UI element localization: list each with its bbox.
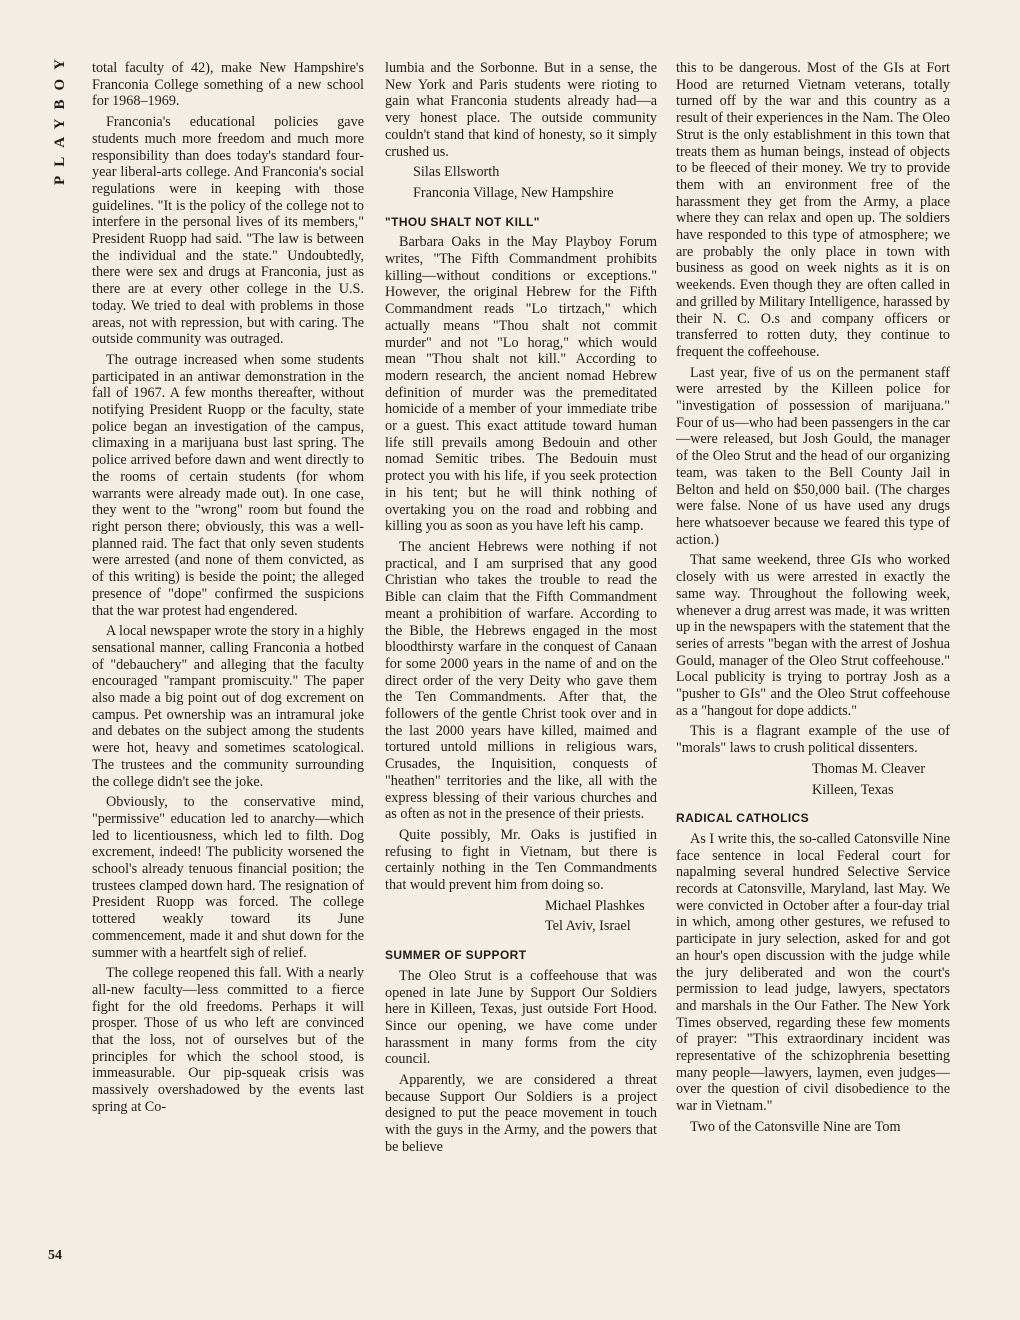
letter-signature-place: Tel Aviv, Israel [545,918,631,935]
paragraph: This is a flagrant example of the use of "morals" laws to crush political dissenters. [676,723,950,757]
paragraph: As I write this, the so-called Catonsville Nine face sentence in local Federal court for napalming several hundred Selective Service records at Catonsville, Maryland, last May. We were convicted in October after a four-day trial in which, among other gestures, we refused to participate in jury selection, asked for and got an hour's open discussion with the judge while the jury deliberated and won the court's permission to lead judge, lawyers, spectators and marshals in the Our Father. The New York Times observed, regarding these few moments of prayer: "This extraordinary incident was representative of the schizophrenia besetting many people—lawyers, laymen, even judges—over the question of civil disobedience to the war in Vietnam." [676,830,950,1115]
paragraph: Apparently, we are considered a threat because Support Our Soldiers is a project designed to put the peace movement in touch with the guys in the Army, and the powers that be believe [385,1072,657,1155]
paragraph: Quite possibly, Mr. Oaks is justified in refusing to fight in Vietnam, but there is certainly nothing in the Ten Commandments that would prevent him from doing so. [385,826,657,894]
paragraph: A local newspaper wrote the story in a highly sensational manner, calling Franconia a hotbed of "debauchery" and alleging that the faculty encouraged "rampant promiscuity." The paper also made a big point out of dog excrement on campus. Pet ownership was an intramural joke and debates on the subject among the students were hot, heavy and sometimes scatological. The trustees and the community surrounding the college didn't see the joke. [92,623,364,790]
paragraph: Obviously, to the conservative mind, "permissive" education led to anarchy—which led to licentiousness, which led to filth. Dog excrement, indeed! The publicity worsened the school's already tenuous financial position; the trustees clamped down hard. The resignation of President Ruopp was forced. The college tottered weakly toward its June commencement, made it and shut down for the summer with a heartfelt sigh of relief. [92,794,364,961]
paragraph: Two of the Catonsville Nine are Tom [690,1118,901,1135]
masthead-playboy: PLAYBOY [52,50,68,185]
column-3 [676,60,950,1136]
paragraph: Franconia's educational policies gave students much more freedom and much more responsibility than does today's standard four-year liberal-arts college. And Franconia's social regulations were in keeping with those guidelines. "It is the policy of the college not to interfere in the personal lives of its members," President Ruopp had said. "The law is between the individual and the state." Undoubtedly, there were sex and drugs at Franconia, just as there are at every other college in the U.S. today. We tried to deal with problems in those areas, not with repression, but with caring. The outside community was outraged. [92,114,364,348]
letter-signature-name: Thomas M. Cleaver [812,760,926,777]
paragraph: lumbia and the Sorbonne. But in a sense, the New York and Paris students were rioting to gain what Franconia students already had—a very honest place. The outside community couldn't stand that kind of honesty, so it simply crushed us. [385,60,657,160]
letter-signature-place: Killeen, Texas [812,781,894,798]
paragraph: this to be dangerous. Most of the GIs at Fort Hood are returned Vietnam veterans, totally turned off by the war and this country as a result of their experiences in the Nam. The Oleo Strut is the only establishment in this town that treats them as human beings, instead of objects to be fleeced of their money. We try to provide them with an environment free of the harassment they get from the Army, a place where they can relax and open up. The soldiers have responded to this type of atmosphere; we are probably the only place in town with business as good on week nights as it is on weekends. Even though they are often called in and grilled by Military Intelligence, harassed by their N. C. O.s and company officers or transferred to rotten duty, they continue to frequent the coffeehouse. [676,60,950,360]
section-heading: RADICAL CATHOLICS [676,811,810,826]
paragraph: The outrage increased when some students participated in an antiwar demonstration in the fall of 1967. A few months thereafter, without notifying President Ruopp or the faculty, state police began an investigation of the campus, climaxing in a marijuana bust last spring. The police arrived before dawn and went directly to the rooms of certain students (for whom warrants were already made out). In one case, they went to the "wrong" room but found the right person there; obviously, this was a well-planned raid. The fact that only seven students were arrested (and none of them convicted, as of this writing) is beside the point; the alleged presence of "dope" confirmed the suspicions that the war protest had engendered. [92,351,364,619]
section-heading: SUMMER OF SUPPORT [385,948,527,963]
paragraph: total faculty of 42), make New Hampshire's Franconia College something of a new school for 1968–1969. [92,60,364,110]
section-heading: "THOU SHALT NOT KILL" [385,214,540,229]
column-1 [92,60,364,1116]
paragraph: Last year, five of us on the permanent staff were arrested by the Killeen police for "investigation of possession of marijuana." Four of us—who had been passengers in the car—were released, but Josh Gould, the manager of the Oleo Strut and the head of our organizing team, was taken to the Bell County Jail in Belton and held on $50,000 bail. (The charges were false. None of us have used any drugs here whatsoever because we feared this type of action.) [676,364,950,548]
paragraph: The college reopened this fall. With a nearly all-new faculty—less committed to a fierce fight for the old freedoms. Perhaps it will prosper. Those of us who left are convinced that the loss, not of ourselves but of the principles for which the school stood, is immeasurable. Our pip-squeak crisis was massively overshadowed by the events last spring at Co- [92,965,364,1115]
column-2 [385,60,657,1156]
letter-signature-name: Silas Ellsworth [413,164,500,181]
letter-signature-place: Franconia Village, New Hampshire [413,184,614,201]
paragraph: The ancient Hebrews were nothing if not practical, and I am surprised that any good Christian who takes the trouble to read the Bible can claim that the Fifth Commandment meant a prohibition of warfare. According to the Bible, the Hebrews engaged in the most bloodthirsty warfare in the conquest of Canaan for some 2000 years in the name of and on the direct order of the very Deity who gave them the Ten Commandments. After that, the followers of the gentle Christ took over and in the last 2000 years have killed, maimed and tortured untold millions in religious wars, Crusades, the Inquisition, conquests of "heathen" territories and the like, all with the express blessing of their various churches and as often as not in the presence of their priests. [385,538,657,823]
paragraph: Barbara Oaks in the May Playboy Forum writes, "The Fifth Commandment prohibits killing—without conditions or exceptions." However, the original Hebrew for the Fifth Commandment reads "Lo tirtzach," which actually means "Thou shalt not commit murder" and not "Lo horag," which would mean "Thou shalt not kill." According to modern research, the ancient nomad Hebrew definition of murder was the premeditated homicide of a member of your immediate tribe or a guest. This exact attitude toward human life still prevails among Bedouin and other nomad Semitic tribes. The Bedouin must protect you with his life, if you seek protection in his tent; but he will think nothing of overtaking you on the road and robbing and killing you as soon as you have left his camp. [385,234,657,535]
paragraph: That same weekend, three GIs who worked closely with us were arrested in exactly the same way. Throughout the following week, whenever a drug arrest was made, it was written up in the newspapers with the statement that the series of arrests "began with the arrest of Joshua Gould, manager of the Oleo Strut coffeehouse." Local publicity is trying to portray Josh as a "pusher to GIs" and the Oleo Strut coffeehouse as a "hangout for dope addicts." [676,552,950,719]
page-number: 54 [48,1248,62,1263]
paragraph: The Oleo Strut is a coffeehouse that was opened in late June by Support Our Soldiers here in Killeen, Texas, just outside Fort Hood. Since our opening, we have come under harassment in many forms from the city council. [385,967,657,1068]
letter-signature-name: Michael Plashkes [545,897,645,914]
